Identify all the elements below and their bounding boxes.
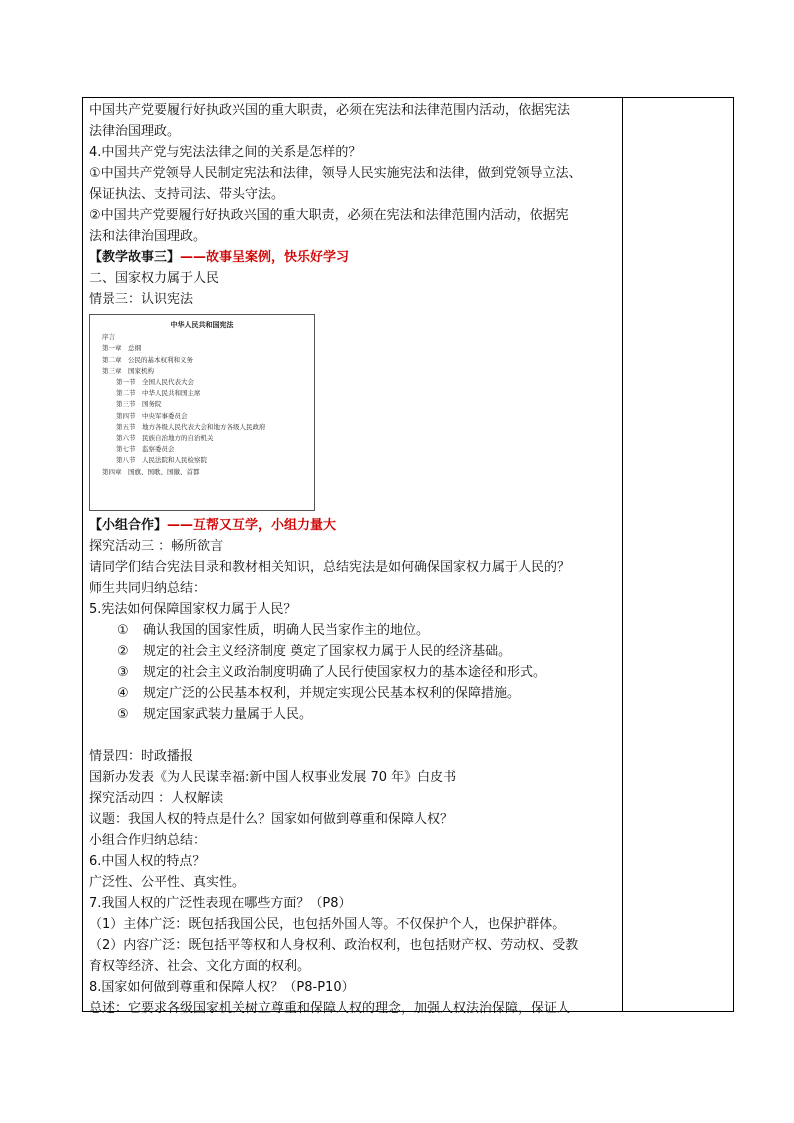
item-text: 规定的社会主义经济制度 奠定了国家权力属于人民的经济基础。: [143, 644, 512, 659]
group-heading: [89, 515, 619, 536]
list-item: [89, 620, 619, 641]
item-text: 规定广泛的公民基本权利，并规定实现公民基本权利的保障措施。: [143, 686, 521, 701]
activity3-label: 探究活动三 ：畅所欲言: [89, 539, 224, 554]
text-line: 中国共产党要履行好执政兴国的重大职责，必须在宪法和法律范围内活动，依据宪法: [89, 103, 571, 118]
scene3-label: 情景三：认识宪法: [89, 292, 194, 307]
constitution-toc-image: [89, 314, 315, 511]
list-item: [89, 683, 619, 704]
toc-section: 第二节 中华人民共和国主席: [116, 389, 201, 398]
question-7: 7.我国人权的广泛性表现在哪些方面？（P8）: [89, 896, 352, 911]
toc-section: 第五节 地方各级人民代表大会和地方各级人民政府: [116, 422, 266, 431]
answer-8: 总述：它要求各级国家机关树立尊重和保障人权的理念，加强人权法治保障，保证人: [89, 1001, 571, 1016]
toc-section: 第七节 监察委员会: [116, 445, 175, 454]
question-6: 6.中国人权的特点？: [89, 854, 206, 869]
answer-7-1: （1）主体广泛：既包括我国公民，也包括外国人等。不仅保护个人，也保护群体。: [89, 917, 566, 932]
item-number: ③: [117, 665, 129, 680]
activity4-label: 探究活动四 ：人权解读: [89, 791, 224, 806]
toc-item: 第一章 总纲: [102, 344, 141, 353]
scene4-label: 情景四：时政播报: [89, 749, 194, 764]
question-5: 5.宪法如何保障国家权力属于人民？: [89, 602, 297, 617]
activity3-prompt: 请同学们结合宪法目录和教材相关知识，总结宪法是如何确保国家权力属于人民的？: [89, 560, 571, 575]
toc-item: 第二章 公民的基本权利和义务: [102, 355, 193, 364]
toc-section: 第三节 国务院: [116, 400, 162, 409]
list-item: [89, 641, 619, 662]
answer-6: 广泛性、公平性、真实性。: [89, 875, 246, 890]
news-line: 国新办发表《为人民谋幸福:新中国人权事业发展 70 年》白皮书: [89, 770, 457, 785]
story3-heading: [89, 247, 619, 268]
text-line: 法律治国理政。: [89, 124, 181, 139]
lesson-table: [82, 97, 734, 1016]
section-heading: 二、国家权力属于人民: [89, 271, 220, 286]
question-8: 8.国家如何做到尊重和保障人权？（P8-P10）: [89, 980, 355, 995]
text-line: ②中国共产党要履行好执政兴国的重大职责，必须在宪法和法律范围内活动，依据宪: [89, 208, 569, 223]
spacer: [89, 725, 619, 746]
text-line: 法和法律治国理政。: [89, 229, 207, 244]
toc-item: 序言: [102, 333, 115, 342]
item-text: 确认我国的国家性质，明确人民当家作主的地位。: [143, 623, 430, 638]
answer-7-2b: 育权等经济、社会、文化方面的权利。: [89, 959, 311, 974]
toc-section: 第四节 中央军事委员会: [116, 411, 188, 420]
toc-item: 第四章 国旗、国歌、国徽、首都: [102, 467, 200, 476]
item-number: ①: [117, 623, 129, 638]
list-item: [89, 662, 619, 683]
item-text: 规定国家武装力量属于人民。: [143, 707, 313, 722]
question-4: 4.中国共产党与宪法法律之间的关系是怎样的？: [89, 145, 362, 160]
toc-item: 第三章 国家机构: [102, 366, 154, 375]
story3-prefix: 【教学故事三】: [89, 250, 181, 265]
summary-intro: 师生共同归纳总结：: [89, 581, 207, 596]
constitution-title: 中华人民共和国宪法: [170, 320, 234, 329]
toc-section: 第八节 人民法院和人民检察院: [116, 456, 207, 465]
item-text: 规定的社会主义政治制度明确了人民行使国家权力的基本途径和形式。: [143, 665, 547, 680]
group-suffix: ——互帮又互学，小组力量大: [167, 518, 337, 533]
group-summary: 小组合作归纳总结：: [89, 833, 207, 848]
topic-line: 议题：我国人权的特点是什么？国家如何做到尊重和保障人权？: [89, 812, 454, 827]
story3-suffix: ——故事呈案例，快乐好学习: [180, 250, 350, 265]
group-prefix: 【小组合作】: [89, 518, 168, 533]
text-line: 保证执法、支持司法、带头守法。: [89, 187, 285, 202]
list-item: [89, 704, 619, 725]
lesson-content: [89, 100, 619, 1019]
text-line: ①中国共产党领导人民制定宪法和法律，领导人民实施宪法和法律，做到党领导立法、: [89, 166, 582, 181]
item-number: ④: [117, 686, 129, 701]
answer-7-2a: （2）内容广泛：既包括平等权和人身权利、政治权利，也包括财产权、劳动权、受教: [89, 938, 579, 953]
item-number: ⑤: [117, 707, 129, 722]
toc-section: 第一节 全国人民代表大会: [116, 378, 194, 387]
toc-section: 第六节 民族自治地方的自治机关: [116, 434, 214, 443]
item-number: ②: [117, 644, 129, 659]
column-divider: [622, 98, 623, 1011]
